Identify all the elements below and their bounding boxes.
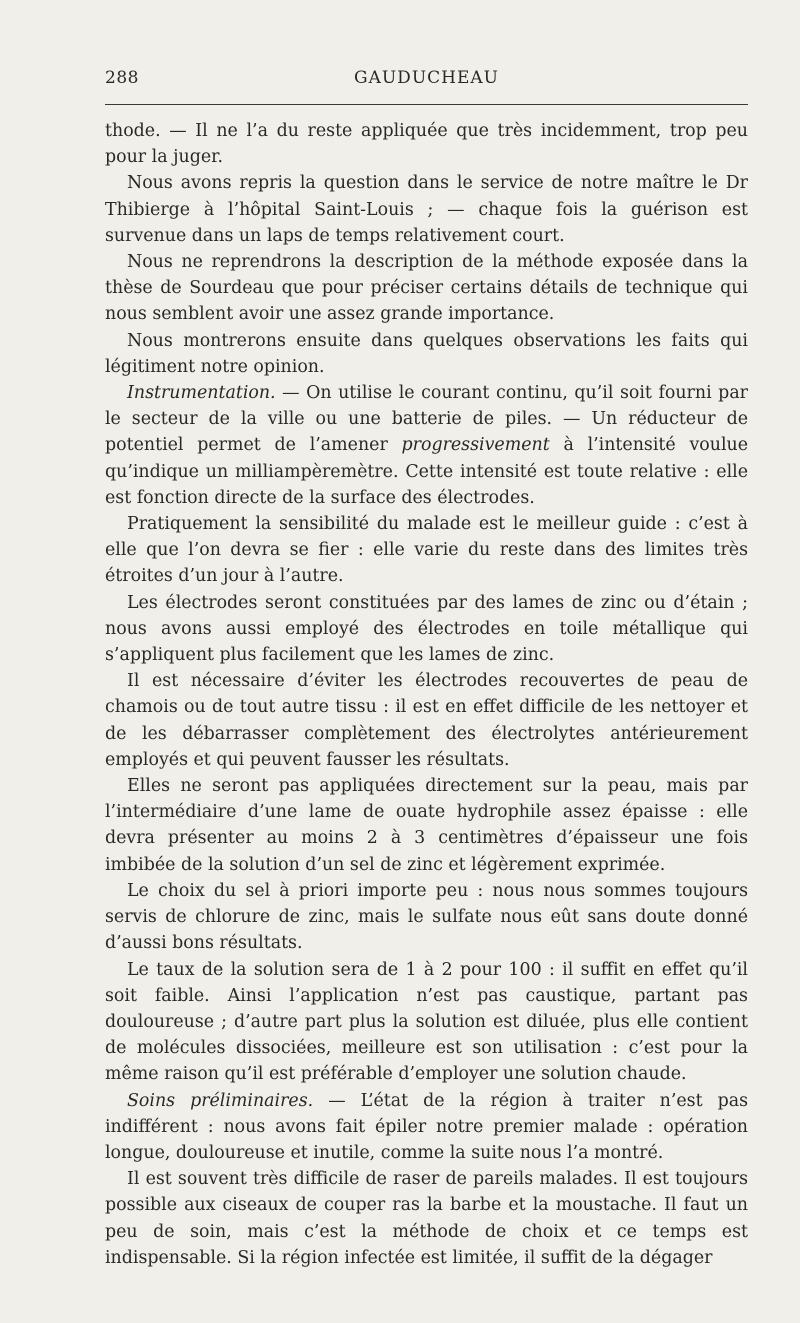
- running-title: GAUDUCHEAU: [354, 68, 499, 88]
- paragraph: Elles ne seront pas appliquées directement sur la peau, mais par l’intermédiaire d’une lame de ouate hydrophile assez épaisse : elle devra présenter au moins 2 à 3 centimètres d’épaisseur une fois imbibée de la solution d’un sel de zinc et légèrement exprimée.: [105, 776, 748, 875]
- paragraph: [105, 1088, 748, 1167]
- paragraph: [105, 380, 748, 511]
- paragraph: Il est souvent très difficile de raser de pareils malades. Il est toujours possible aux ciseaux de couper ras la barbe et la moustache. Il faut un peu de soin, mais c’est la méthode de choix et ce temps est indispensable. Si la région infectée est limitée, il suffit de la dégager: [105, 1169, 748, 1268]
- paragraph: Nous montrerons ensuite dans quelques observations les faits qui légitiment notre opinion.: [105, 330, 748, 377]
- paragraph: Pratiquement la sensibilité du malade est le meilleur guide : c’est à elle que l’on devra se fier : elle varie du reste dans des limites très étroites d’un jour à l’autre.: [105, 514, 748, 587]
- emphasis: progressivement: [401, 435, 550, 456]
- paragraph: Nous avons repris la question dans le service de notre maître le Dr Thibierge à l’hôpital Saint-Louis ; — chaque fois la guérison est survenue dans un laps de temps relativement court.: [105, 173, 748, 246]
- paragraph-text: à l’intensité voulue qu’indique un milliampèremètre. Cette intensité est toute relative : elle est fonction directe de la surface des électrodes.: [105, 435, 748, 508]
- section-lead: Soins préliminaires.: [127, 1090, 314, 1111]
- page-header: [105, 68, 748, 92]
- paragraph-text: — On utilise le courant continu, qu’il soit fourni par le secteur de la ville ou une batterie de piles. — Un réducteur de potentiel permet de l’amener: [105, 383, 748, 456]
- paragraph: Nous ne reprendrons la description de la méthode exposée dans la thèse de Sourdeau que pour préciser certains détails de technique qui nous semblent avoir une assez grande importance.: [105, 252, 748, 325]
- body-text: [105, 118, 748, 1271]
- paragraph: Les électrodes seront constituées par des lames de zinc ou d’étain ; nous avons aussi employé des électrodes en toile métallique qui s’appliquent plus facilement que les lames de zinc.: [105, 592, 748, 666]
- header-rule: [105, 104, 748, 105]
- section-lead: Instrumentation.: [127, 383, 276, 404]
- paragraph: thode. — Il ne l’a du reste appliquée que très incidemment, trop peu pour la juger.: [105, 121, 748, 168]
- paragraph: Le taux de la solution sera de 1 à 2 pour 100 : il suffit en effet qu’il soit faible. Ainsi l’application n’est pas caustique, partant pas douloureuse ; d’autre part plus la solution est diluée, plus elle contient de molécules dissociées, meilleure est son utilisation : c’est pour la même raison qu’il est préférable d’employer une solution chaude.: [105, 959, 748, 1085]
- paragraph-text: — L’état de la région à traiter n’est pas indifférent : nous avons fait épiler notre premier malade : opération longue, douloureuse et inutile, comme la suite nous l’a montré.: [105, 1090, 749, 1163]
- paragraph: Le choix du sel à priori importe peu : nous nous sommes toujours servis de chlorure de zinc, mais le sulfate nous eût sans doute donné d’aussi bons résultats.: [105, 880, 748, 954]
- page-number: 288: [105, 68, 139, 88]
- paragraph: Il est nécessaire d’éviter les électrodes recouvertes de peau de chamois ou de tout autre tissu : il est en effet difficile de les nettoyer et de les débarrasser complètement des électrolytes antérieurement employés et qui peuvent fausser les résultats.: [105, 671, 748, 770]
